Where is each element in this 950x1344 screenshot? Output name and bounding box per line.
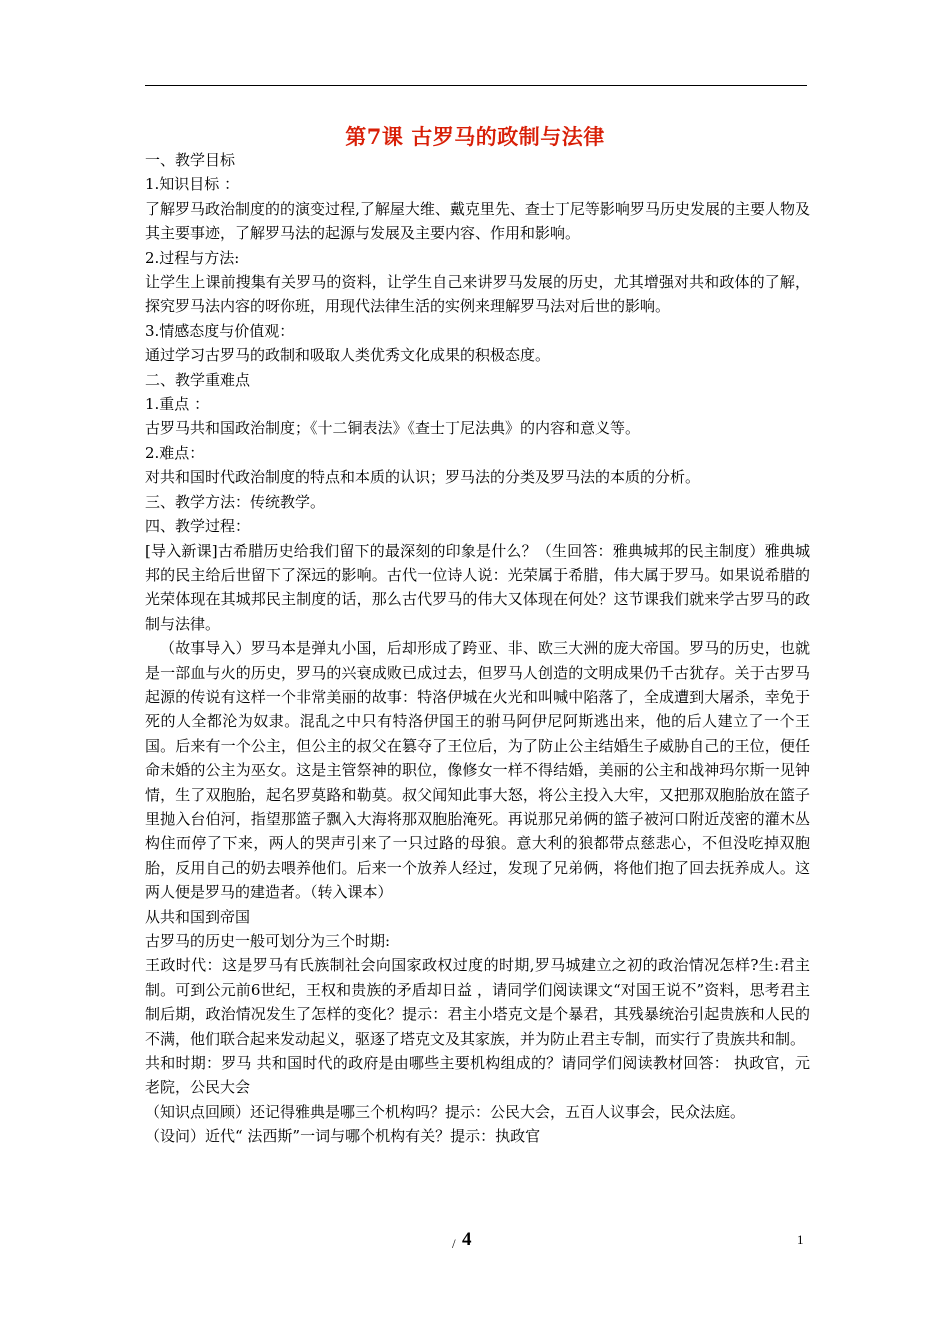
paragraph: 了解罗马政治制度的的演变过程,了解屋大维、戴克里先、查士丁尼等影响罗马历史发展的主要人物及其主要事迹，了解罗马法的起源与发展及主要内容、作用和影响。: [145, 199, 810, 243]
footer-page-number: 1: [797, 1232, 804, 1247]
section-heading-method: 三、教学方法：传统教学。: [145, 492, 326, 511]
paragraph: 对共和国时代政治制度的特点和本质的认识；罗马法的分类及罗马法的本质的分析。: [145, 468, 701, 487]
paragraph-story: （故事导入）罗马本是弹丸小国，后却形成了跨亚、非、欧三大洲的庞大帝国。罗马的历史，也就是一部血与火的历史，罗马的兴衰成败已成过去，但罗马人创造的文明成果仍千古犹存。关于古罗马起源的传说有这样一个非常美丽的故事：特洛伊城在火光和叫喊中陷落了，全成遭到大屠杀，幸免于死的人全都沦为奴隶。混乱之中只有特洛伊国王的驸马阿伊尼阿斯逃出来，他的后人建立了一个王国。后来有一个公主，但公主的叔父在篡夺了王位后，为了防止公主结婚生子威胁自己的王位，便任命未婚的公主为巫女。这是主管祭神的职位，像修女一样不得结婚，美丽的公主和战神玛尔斯一见钟情，生了双胞胎，起名罗莫路和勒莫。叔父闻知此事大怒，将公主投入大牢，又把那双胞胎放在篮子里抛入台伯河，指望那篮子飘入大海将那双胞胎淹死。再说那兄弟俩的篮子被河口附近茂密的灌木丛构住而停了下来，两人的哭声引来了一只过路的母狼。意大利的狼都带点慈悲心，不但没吃掉双胞胎，反用自己的奶去喂养他们。后来一个放养人经过，发现了兄弟俩，将他们抱了回去抚养成人。这两人便是罗马的建造者。（转入课本）: [145, 639, 810, 902]
subheading-attitude: 3.情感态度与价值观：: [145, 321, 295, 340]
subheading-process: 2.过程与方法:: [145, 248, 240, 267]
paragraph: 让学生上课前搜集有关罗马的资料，让学生自己来讲罗马发展的历史，尤其增强对共和政体的了解，探究罗马法内容的呀你班，用现代法律生活的实例来理解罗马法对后世的影响。: [145, 273, 810, 316]
section-heading-keypoints: 二、教学重难点: [145, 370, 251, 389]
section-heading-objectives: 一、教学目标: [145, 151, 236, 169]
paragraph-republic: 共和时期：罗马 共和国时代的政府是由哪些主要机构组成的？请同学们阅读教材回答： 执政官，元老院，公民大会: [145, 1054, 810, 1097]
paragraph-intro: [导入新课]古希腊历史给我们留下的最深刻的印象是什么？（生回答：雅典城邦的民主制度）雅典城邦的民主给后世留下了深远的影响。古代一位诗人说：光荣属于希腊，伟大属于罗马。如果说希腊的光荣体现在其城邦民主制度的话，那么古代罗马的伟大又体现在何处？这节课我们就来学古罗马的政制与法律。: [145, 541, 810, 633]
paragraph-question: （设问）近代“ 法西斯”一词与哪个机构有关？提示：执政官: [145, 1127, 541, 1146]
header-rule: [145, 85, 807, 86]
footer-total-pages: 4: [462, 1229, 472, 1250]
document-body: [145, 148, 810, 1149]
paragraph: 通过学习古罗马的政制和吸取人类优秀文化成果的积极态度。: [145, 346, 551, 365]
page-title: 第7课 古罗马的政制与法律: [345, 124, 605, 149]
footer-slash: /: [452, 1236, 456, 1251]
subheading-knowledge: 1.知识目标 ：: [145, 175, 240, 194]
subheading-focus: 1.重点 ：: [145, 395, 210, 414]
paragraph-monarchy: 王政时代：这是罗马有氏族制社会向国家政权过度的时期,罗马城建立之初的政治情况怎样?生:君主制。可到公元前6世纪，王权和贵族的矛盾却日益 ，请同学们阅读课文“对国王说不”资料，思考君主制后期，政治情况发生了怎样的变化？提示：君主小塔克文是个暴君，其残暴统治引起贵族和人民的不满，他们联合起来发动起义，驱逐了塔克文及其家族，并为防止君主专制，而实行了贵族共和制。: [145, 956, 810, 1048]
paragraph: 古罗马共和国政治制度；《十二铜表法》《查士丁尼法典》的内容和意义等。: [145, 419, 641, 438]
paragraph: 古罗马的历史一般可划分为三个时期:: [145, 932, 391, 950]
paragraph-review: （知识点回顾）还记得雅典是哪三个机构吗？提示：公民大会，五百人议事会，民众法庭。: [145, 1102, 746, 1121]
subheading-difficulty: 2.难点：: [145, 443, 205, 462]
section-heading-process: 四、教学过程：: [145, 517, 251, 536]
subheading-republic-to-empire: 从共和国到帝国: [145, 907, 251, 926]
